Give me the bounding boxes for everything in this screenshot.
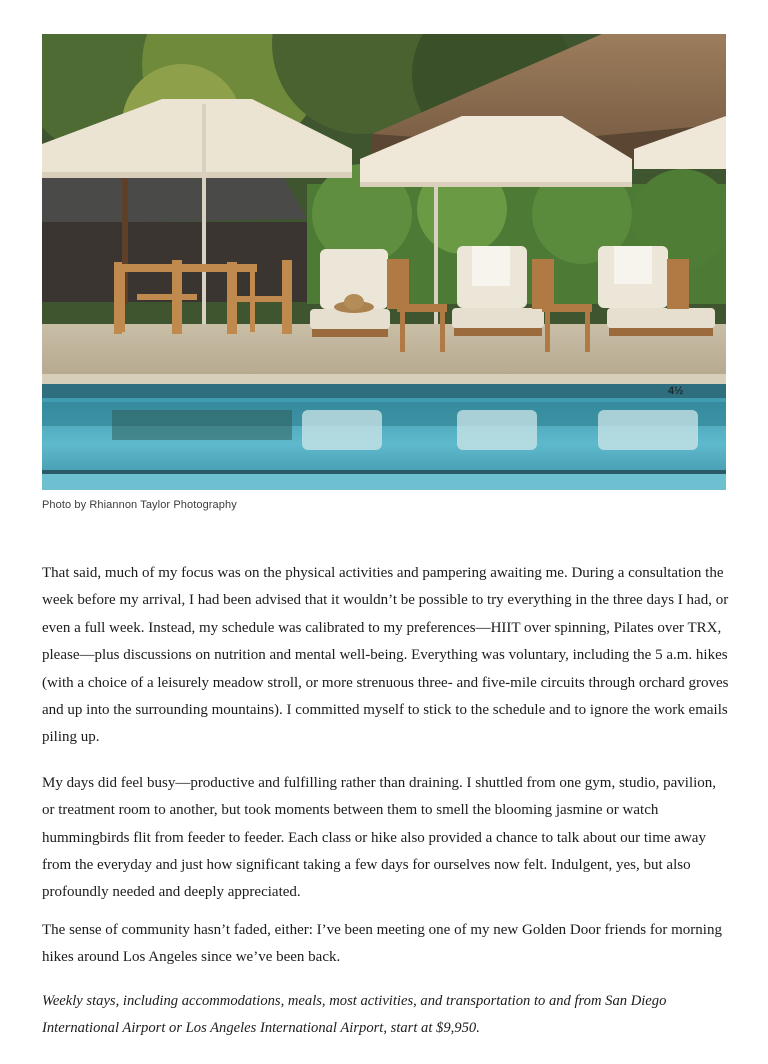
article-paragraph: That said, much of my focus was on the physical activities and pampering awaiting me. During a consultation the week before my arrival, I had been advised that it wouldn’t be possible to try everything in the three days I had, or even a full week. Instead, my schedule was calibrated to my preferences—HIIT over spinning, Pilates over TRX, please—plus discussions on nutrition and mental well-being. Everything was voluntary, including the 5 a.m. hikes (with a choice of a leisurely meadow stroll, or more strenuous three- and five-mile circuits through orchard groves and up into the surrounding mountains). I committed myself to stick to the schedule and to ignore the work emails piling up. — [42, 565, 729, 746]
photo-caption: Photo by Rhiannon Taylor Photography — [42, 499, 237, 511]
article-paragraph: My days did feel busy—productive and fulfilling rather than draining. I shuttled from one gym, studio, pavilion, or treatment room to another, but took moments between them to smell the blooming jasmine or watch hummingbirds flit from feeder to feeder. Each class or hike also provided a chance to talk about our time away from the everyday and just how significant taking a few days for ourselves now felt. Indulgent, yes, but also profoundly needed and deeply appreciated. — [42, 774, 717, 901]
article-paragraph: The sense of community hasn’t faded, either: I’ve been meeting one of my new Golden Door friends for morning hikes around Los Angeles since we’ve been back. — [42, 921, 722, 966]
article-body — [42, 560, 732, 1043]
pricing-note: Weekly stays, including accommodations, meals, most activities, and transportation to and from San Diego International Airport or Los Angeles International Airport, start at $9,950. — [42, 992, 667, 1037]
pool-depth-marker: 4½ — [668, 385, 684, 397]
article-photo — [42, 34, 726, 490]
pool-scene-illustration — [42, 34, 726, 490]
